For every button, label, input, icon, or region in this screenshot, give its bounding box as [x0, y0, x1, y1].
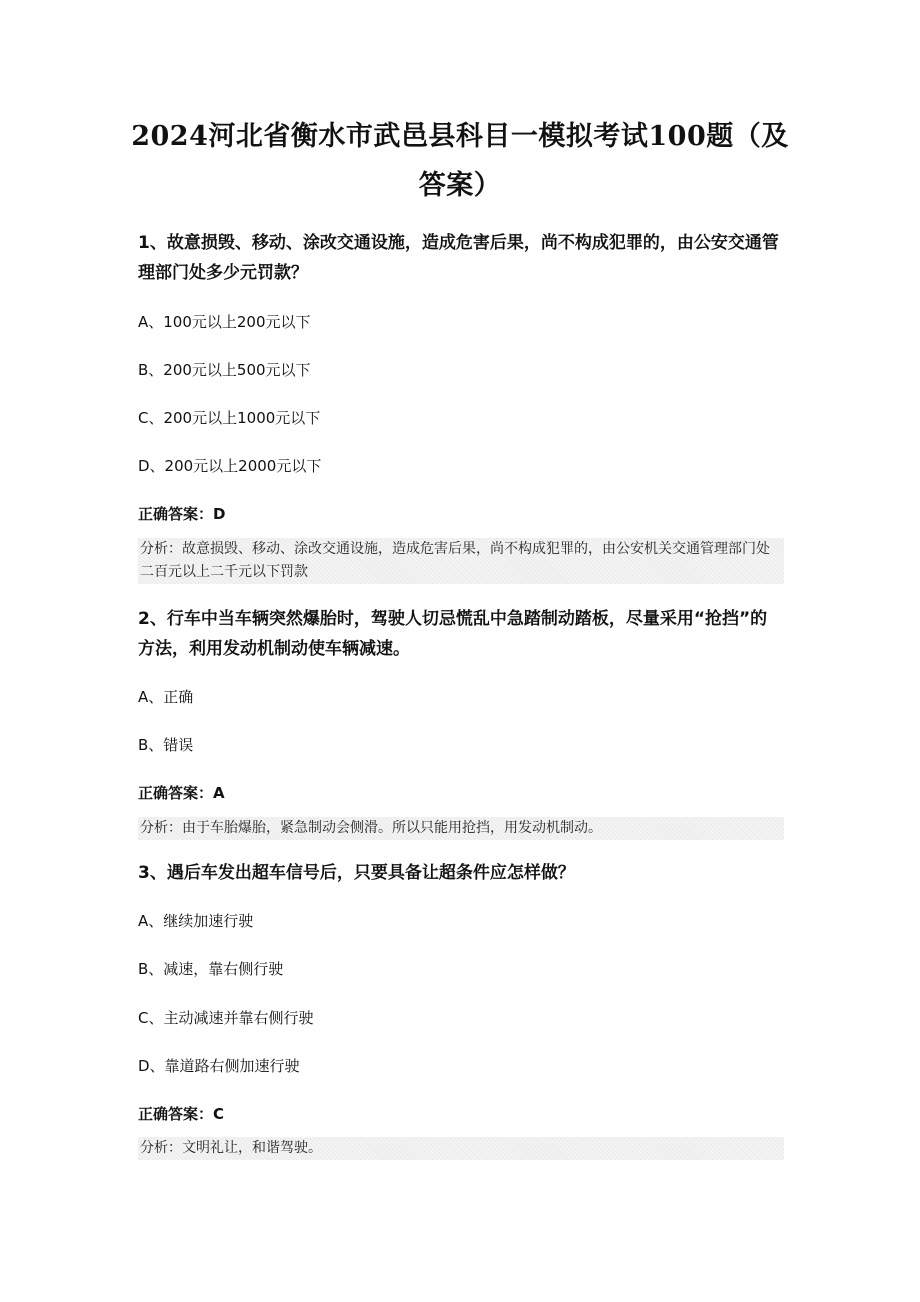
- question-3-option-b: B、减速，靠右侧行驶: [138, 960, 284, 978]
- question-2-answer: 正确答案：A: [138, 784, 225, 802]
- question-3-option-a: A、继续加速行驶: [138, 912, 254, 930]
- question-3-option-d: D、靠道路右侧加速行驶: [138, 1057, 300, 1075]
- question-2-text: 2、行车中当车辆突然爆胎时，驾驶人切忌慌乱中急踏制动踏板，尽量采用“抢挡”的方法，利用发动机制动使车辆减速。: [138, 609, 768, 659]
- question-1-text: 1、故意损毁、移动、涂改交通设施，造成危害后果，尚不构成犯罪的，由公安交通管理部门处多少元罚款？: [138, 233, 779, 283]
- question-3-analysis: 分析：文明礼让，和谐驾驶。: [138, 1137, 784, 1160]
- question-1-option-c: C、200元以上1000元以下: [138, 409, 321, 427]
- question-3-option-c: C、主动减速并靠右侧行驶: [138, 1009, 314, 1027]
- question-1-option-a: A、100元以上200元以下: [138, 313, 311, 331]
- question-3-answer: 正确答案：C: [138, 1105, 225, 1123]
- question-1-option-b: B、200元以上500元以下: [138, 361, 311, 379]
- question-2-option-b: B、错误: [138, 736, 194, 754]
- question-2-option-a: A、正确: [138, 688, 194, 706]
- question-2-analysis: 分析：由于车胎爆胎，紧急制动会侧滑。所以只能用抢挡，用发动机制动。: [138, 817, 784, 840]
- document-title: 2024河北省衡水市武邑县科目一模拟考试100题（及答案）: [131, 121, 789, 201]
- question-3-text: 3、遇后车发出超车信号后，只要具备让超条件应怎样做？: [138, 863, 575, 883]
- question-1-option-d: D、200元以上2000元以下: [138, 457, 322, 475]
- question-1-analysis: 分析：故意损毁、移动、涂改交通设施，造成危害后果，尚不构成犯罪的，由公安机关交通管理部门处二百元以上二千元以下罚款: [138, 538, 784, 584]
- question-1-answer: 正确答案：D: [138, 505, 226, 523]
